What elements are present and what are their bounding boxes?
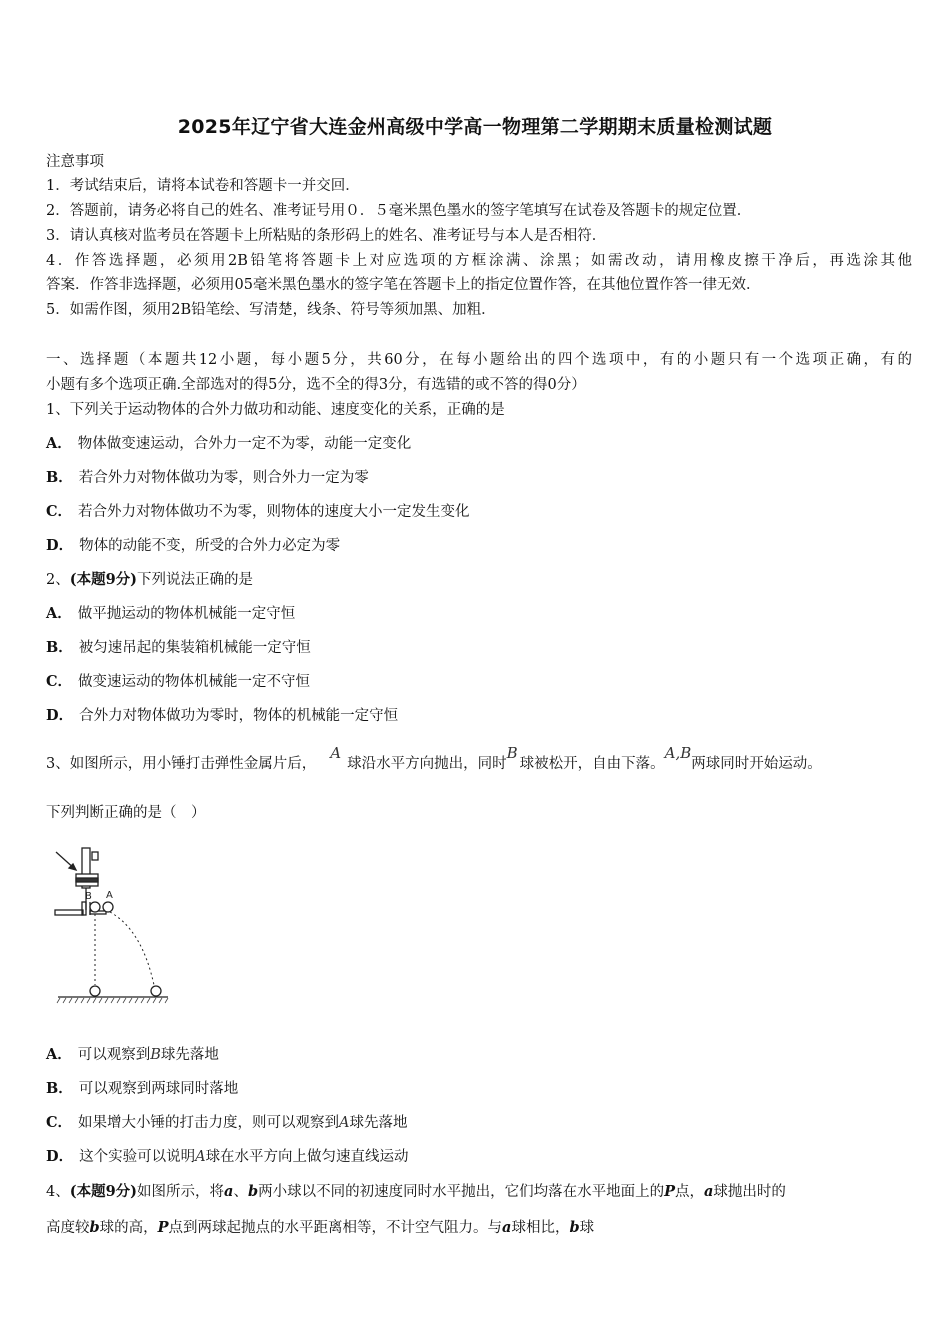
question-number: 2、 xyxy=(46,572,70,588)
q3-text: 3、如图所示，用小锤打击弹性金属片后， xyxy=(46,756,317,772)
figure-label-a: A xyxy=(106,890,113,901)
option-text: 可以观察到两球同时落地 xyxy=(78,1081,239,1097)
q4-text: 球 xyxy=(579,1220,595,1236)
var-b: b xyxy=(247,1183,259,1200)
ball-a-landed xyxy=(151,986,161,996)
option-letter: A． xyxy=(46,605,72,622)
var-b: b xyxy=(89,1219,100,1236)
notice-item: 4．作答选择题，必须用2B铅笔将答题卡上对应选项的方框涂满、涂黑；如需改动，请用橡皮擦干净后，再选涂其他 xyxy=(46,253,912,269)
symbol-b: B xyxy=(506,744,518,762)
option-letter: D． xyxy=(46,707,74,724)
var-b: b xyxy=(569,1219,580,1236)
q3-text: 两球同时开始运动。 xyxy=(691,756,822,772)
option-text: 若合外力对物体做功为零，则合外力一定为零 xyxy=(78,470,369,486)
question-3-stem-2: 下列判断正确的是（ ） xyxy=(46,805,206,821)
q2-option-d xyxy=(46,704,912,728)
question-4-stem xyxy=(46,1180,912,1204)
var-p: P xyxy=(664,1183,675,1200)
page-title: 2025年辽宁省大连金州高级中学高一物理第二学期期末质量检测试题 xyxy=(177,116,773,138)
option-text: 球在水平方向上做匀速直线运动 xyxy=(205,1149,409,1165)
question-number: 4、 xyxy=(46,1184,70,1200)
hammer-experiment-figure xyxy=(50,840,175,1010)
option-text: 物体做变速运动，合外力一定不为零，动能一定变化 xyxy=(77,436,412,452)
q4-text: 球的高， xyxy=(99,1220,158,1236)
ball-b-landed xyxy=(90,986,100,996)
q1-option-d xyxy=(46,534,912,558)
option-letter: B． xyxy=(46,1080,73,1097)
q2-option-a xyxy=(46,602,912,626)
question-3-stem xyxy=(46,744,926,776)
q3-text: 球被松开，自由下落。 xyxy=(519,756,665,772)
q4-text: 球相比， xyxy=(511,1220,570,1236)
q2-option-c xyxy=(46,670,912,694)
question-tag: (本题9分) xyxy=(69,571,138,588)
question-1-stem: 1、下列关于运动物体的合外力做功和动能、速度变化的关系，正确的是 xyxy=(46,402,505,418)
q3-option-a xyxy=(46,1043,912,1067)
q2-option-b xyxy=(46,636,912,660)
q4-text: 如图所示，将 xyxy=(137,1184,225,1200)
ball-a xyxy=(103,902,113,912)
q1-option-a xyxy=(46,432,912,456)
option-text: 若合外力对物体做功不为零，则物体的速度大小一定发生变化 xyxy=(78,504,470,520)
option-text: 这个实验可以说明 xyxy=(79,1149,196,1165)
option-letter: D． xyxy=(46,1148,74,1165)
q4-text: 高度较 xyxy=(46,1220,90,1236)
section-heading-line: 小题有多个选项正确.全部选对的得5分，选不全的得3分，有选错的或不答的得0分） xyxy=(46,377,586,393)
option-letter: C． xyxy=(46,503,73,520)
var-a: a xyxy=(704,1183,714,1200)
option-text: 合外力对物体做功为零时，物体的机械能一定守恒 xyxy=(79,708,399,724)
option-letter: B． xyxy=(46,469,73,486)
var-a: a xyxy=(224,1183,234,1200)
notice-item: 5．如需作图，须用2B铅笔绘、写清楚，线条、符号等须加黑、加粗． xyxy=(46,302,496,318)
notice-item: 2．答题前，请务必将自己的姓名、准考证号用０．５毫米黑色墨水的签字笔填写在试卷及答题卡的规定位置． xyxy=(46,203,752,219)
hammer-pin xyxy=(92,852,98,860)
option-text: 做平抛运动的物体机械能一定守恒 xyxy=(77,606,296,622)
hammer-band xyxy=(76,878,98,882)
option-letter: A． xyxy=(46,435,72,452)
option-text: 物体的动能不变，所受的合外力必定为零 xyxy=(79,538,341,554)
option-letter: C． xyxy=(46,673,73,690)
option-letter: B． xyxy=(46,639,73,656)
q3-option-b xyxy=(46,1077,912,1101)
notice-item: 3．请认真核对监考员在答题卡上所粘贴的条形码上的姓名、准考证号与本人是否相符． xyxy=(46,228,607,244)
notice-heading: 注意事项 xyxy=(46,154,104,170)
option-letter: C． xyxy=(46,1114,73,1131)
ball-b xyxy=(90,902,100,912)
q1-option-b xyxy=(46,466,912,490)
q4-text: 两小球以不同的初速度同时水平抛出，它们均落在水平地面上的 xyxy=(258,1184,665,1200)
var-p: P xyxy=(157,1219,169,1236)
q3-option-c xyxy=(46,1111,912,1135)
ball-a-path xyxy=(110,912,154,985)
q4-text: 点， xyxy=(675,1184,704,1200)
notice-item: 答案．作答非选择题，必须用05毫米黑色墨水的签字笔在答题卡上的指定位置作答，在其他位置作答一律无效． xyxy=(46,277,761,293)
option-symbol: A xyxy=(195,1149,206,1165)
q4-text: 、 xyxy=(233,1184,248,1200)
question-tag: (本题9分) xyxy=(69,1183,138,1200)
q4-text: 球抛出时的 xyxy=(713,1184,786,1200)
q4-text: 点到两球起抛点的水平距离相等，不计空气阻力。与 xyxy=(168,1220,503,1236)
option-symbol: A xyxy=(339,1115,350,1131)
option-text: 被匀速吊起的集装箱机械能一定守恒 xyxy=(78,640,311,656)
option-letter: A． xyxy=(46,1046,72,1063)
figure-label-b: B xyxy=(85,891,92,902)
option-text: 做变速运动的物体机械能一定不守恒 xyxy=(78,674,311,690)
left-platform xyxy=(55,910,83,915)
question-4-stem-2 xyxy=(46,1216,912,1240)
question-text: 下列说法正确的是 xyxy=(137,572,254,588)
var-a: a xyxy=(502,1219,512,1236)
option-symbol: B xyxy=(150,1047,161,1063)
option-text: 球先落地 xyxy=(160,1047,219,1063)
section-heading-line: 一、选择题（本题共12小题，每小题5分，共60分，在每小题给出的四个选项中，有的小题只有一个选项正确，有的 xyxy=(46,352,912,368)
q3-text: 球沿水平方向抛出，同时 xyxy=(347,756,507,772)
symbol-ab: A,B xyxy=(664,744,692,762)
symbol-a: A xyxy=(330,744,342,762)
option-text: 如果增大小锤的打击力度，则可以观察到 xyxy=(78,1115,340,1131)
option-text: 可以观察到 xyxy=(77,1047,151,1063)
q1-option-c xyxy=(46,500,912,524)
notice-item: 1．考试结束后，请将本试卷和答题卡一并交回． xyxy=(46,178,360,194)
option-letter: D． xyxy=(46,537,74,554)
option-text: 球先落地 xyxy=(349,1115,408,1131)
question-2-stem xyxy=(46,568,912,592)
q3-option-d xyxy=(46,1145,912,1169)
